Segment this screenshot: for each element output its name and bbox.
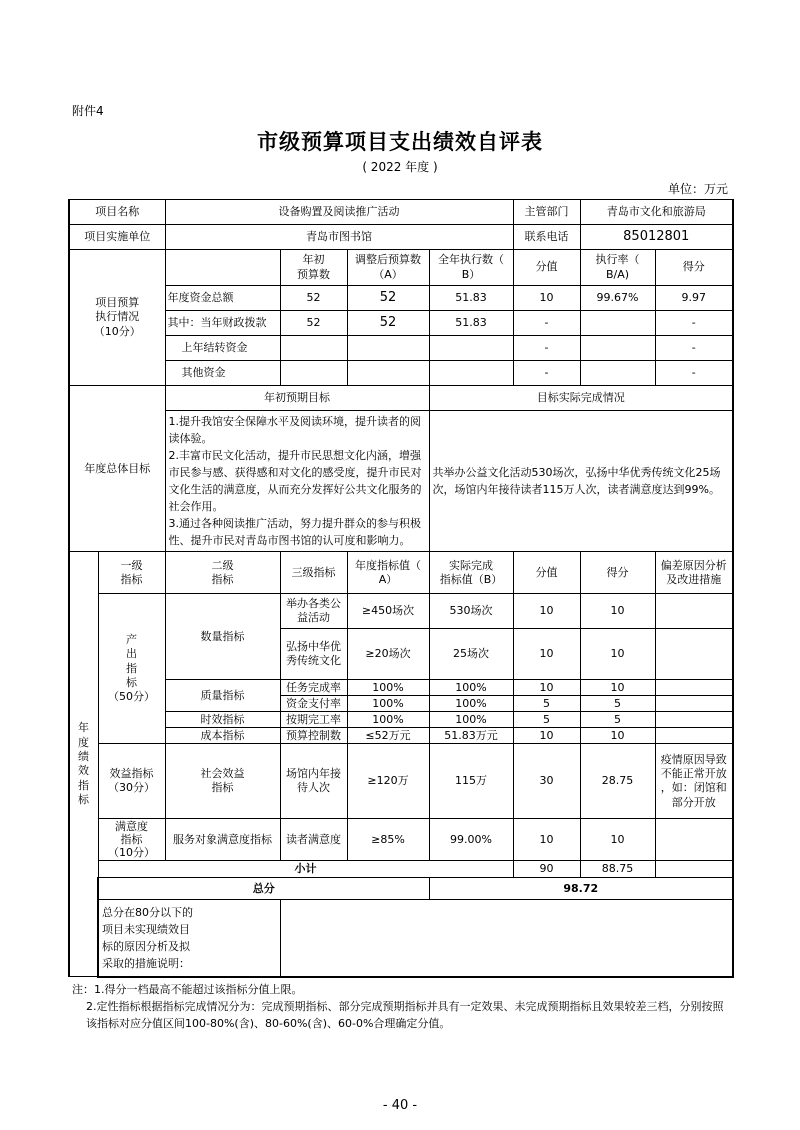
indicator-name: 场馆内年接 待人次 xyxy=(280,744,347,819)
budget-header-blank xyxy=(165,250,280,286)
indicator-deviation xyxy=(655,629,733,680)
dept-label: 主管部门 xyxy=(513,200,580,225)
indicator-score: 10 xyxy=(580,680,655,696)
budget-initial: 52 xyxy=(280,286,347,311)
budget-rate: 99.67% xyxy=(580,286,655,311)
indicator-actual: 100% xyxy=(429,696,513,712)
actual-goal-text: 共举办公益文化活动530场次，弘扬中华优秀传统文化25场次，场馆内年接待读者115万人次，读者满意度达到99%。 xyxy=(429,411,733,552)
page-title: 市级预算项目支出绩效自评表 xyxy=(257,130,543,154)
subtotal-score: 88.75 xyxy=(580,861,655,878)
evaluation-table xyxy=(68,199,734,978)
indicator-name: 任务完成率 xyxy=(280,680,347,696)
social-benefit-label: 社会效益 指标 xyxy=(165,744,280,819)
budget-section-label: 项目预算 执行情况 （10分） xyxy=(69,250,165,386)
budget-initial: 52 xyxy=(280,311,347,336)
indicator-actual: 51.83万元 xyxy=(429,728,513,744)
output-indicator-label: 产 出 指 标 （50分） xyxy=(98,594,165,744)
budget-executed xyxy=(429,361,513,386)
indicator-name: 读者满意度 xyxy=(280,819,347,861)
budget-score: - xyxy=(655,311,733,336)
budget-adjusted xyxy=(347,336,429,361)
year-label: ( 2022 年度 ) xyxy=(362,160,438,174)
indicator-actual: 100% xyxy=(429,680,513,696)
indicator-deviation xyxy=(655,594,733,629)
indicator-deviation xyxy=(655,728,733,744)
indicator-name: 预算控制数 xyxy=(280,728,347,744)
indicator-score-value: 10 xyxy=(513,819,580,861)
budget-executed xyxy=(429,336,513,361)
indicator-score-value: 10 xyxy=(513,629,580,680)
indicator-actual: 100% xyxy=(429,712,513,728)
budget-row-label: 上年结转资金 xyxy=(165,336,280,361)
indicator-target: ≥85% xyxy=(347,819,429,861)
indicator-score-value: 30 xyxy=(513,744,580,819)
impl-unit-label: 项目实施单位 xyxy=(69,225,165,250)
subtotal-score-value: 90 xyxy=(513,861,580,878)
indicator-deviation xyxy=(655,680,733,696)
total-value: 98.72 xyxy=(429,878,733,900)
budget-initial xyxy=(280,336,347,361)
indicator-target: ≤52万元 xyxy=(347,728,429,744)
project-name-label: 项目名称 xyxy=(69,200,165,225)
budget-score: - xyxy=(655,361,733,386)
budget-rate xyxy=(580,311,655,336)
indicator-score-value: 5 xyxy=(513,696,580,712)
planned-goal-header: 年初预期目标 xyxy=(165,386,429,411)
phone-label: 联系电话 xyxy=(513,225,580,250)
timeliness-indicator-label: 时效指标 xyxy=(165,712,280,728)
header-actual: 实际完成 指标值（B） xyxy=(429,552,513,594)
budget-executed: 51.83 xyxy=(429,286,513,311)
indicator-score-value: 10 xyxy=(513,680,580,696)
project-name-value: 设备购置及阅读推广活动 xyxy=(165,200,513,225)
cost-indicator-label: 成本指标 xyxy=(165,728,280,744)
indicator-target: ≥450场次 xyxy=(347,594,429,629)
indicator-target: ≥20场次 xyxy=(347,629,429,680)
unit-label: 单位：万元 xyxy=(667,182,728,196)
phone-value: 85012801 xyxy=(580,225,733,250)
indicator-name: 弘扬中华优 秀传统文化 xyxy=(280,629,347,680)
planned-goal-text: 1.提升我馆安全保障水平及阅读环境，提升读者的阅读体验。 2.丰富市民文化活动，提升市民思想文化内涵，增强市民参与感、获得感和对文化的感受度，提升市民对文化生活的满意度，从而充分发挥好公共文化服务的社会作用。 3.通过各种阅读推广活动，努力提升群众的参与积极性、提升市民对青岛市图书馆的认可度和影响力。 xyxy=(165,411,429,552)
indicator-score: 5 xyxy=(580,696,655,712)
indicator-score-value: 5 xyxy=(513,712,580,728)
budget-row-label: 其他资金 xyxy=(165,361,280,386)
budget-rate xyxy=(580,361,655,386)
indicator-score: 28.75 xyxy=(580,744,655,819)
budget-header-score-value: 分值 xyxy=(513,250,580,286)
indicator-score: 10 xyxy=(580,629,655,680)
total-label: 总分 xyxy=(98,878,429,900)
budget-adjusted xyxy=(347,361,429,386)
indicator-name: 举办各类公 益活动 xyxy=(280,594,347,629)
budget-score-value: 10 xyxy=(513,286,580,311)
indicator-score: 10 xyxy=(580,728,655,744)
benefit-indicator-label: 效益指标 （30分） xyxy=(98,744,165,819)
budget-score-value: - xyxy=(513,336,580,361)
indicator-score: 5 xyxy=(580,712,655,728)
deviation-reason: 疫情原因导致 不能正常开放 ，如：闭馆和 部分开放 xyxy=(655,744,733,819)
indicator-actual: 530场次 xyxy=(429,594,513,629)
note-1: 注：1.得分一档最高不能超过该指标分值上限。 xyxy=(72,983,303,996)
header-target: 年度指标值（ A） xyxy=(347,552,429,594)
header-level3: 三级指标 xyxy=(280,552,347,594)
indicator-name: 资金支付率 xyxy=(280,696,347,712)
explanation-label: 总分在80分以下的 项目未实现绩效目 标的原因分析及拟 采取的措施说明： xyxy=(98,900,280,977)
budget-row-label: 年度资金总额 xyxy=(165,286,280,311)
budget-initial xyxy=(280,361,347,386)
quantity-indicator-label: 数量指标 xyxy=(165,594,280,680)
indicator-target: 100% xyxy=(347,696,429,712)
budget-adjusted: 52 xyxy=(347,311,429,336)
indicators-section-label: 年 度 绩 效 指 标 xyxy=(69,552,98,977)
quality-indicator-label: 质量指标 xyxy=(165,680,280,712)
subtotal-deviation xyxy=(655,861,733,878)
indicator-actual: 115万 xyxy=(429,744,513,819)
indicator-name: 按期完工率 xyxy=(280,712,347,728)
indicator-target: ≥120万 xyxy=(347,744,429,819)
explanation-value xyxy=(280,900,733,977)
budget-score-value: - xyxy=(513,311,580,336)
actual-goal-header: 目标实际完成情况 xyxy=(429,386,733,411)
indicator-score: 10 xyxy=(580,594,655,629)
indicator-actual: 25场次 xyxy=(429,629,513,680)
service-satisfaction-label: 服务对象满意度指标 xyxy=(165,819,280,861)
budget-adjusted: 52 xyxy=(347,286,429,311)
budget-header-adjusted: 调整后预算数 （A） xyxy=(347,250,429,286)
indicator-deviation xyxy=(655,712,733,728)
header-score-value: 分值 xyxy=(513,552,580,594)
indicator-score-value: 10 xyxy=(513,728,580,744)
subtotal-label: 小计 xyxy=(98,861,513,878)
budget-header-executed: 全年执行数（ B） xyxy=(429,250,513,286)
budget-rate xyxy=(580,336,655,361)
satisfaction-indicator-label: 满意度 指标 （10分） xyxy=(98,819,165,861)
indicator-score: 10 xyxy=(580,819,655,861)
indicator-deviation xyxy=(655,819,733,861)
budget-executed: 51.83 xyxy=(429,311,513,336)
header-deviation: 偏差原因分析 及改进措施 xyxy=(655,552,733,594)
header-score: 得分 xyxy=(580,552,655,594)
budget-header-rate: 执行率（ B/A) xyxy=(580,250,655,286)
attachment-label: 附件4 xyxy=(72,104,104,118)
header-level1: 一级 指标 xyxy=(98,552,165,594)
page-number: - 40 - xyxy=(382,1098,418,1113)
indicator-actual: 99.00% xyxy=(429,819,513,861)
budget-row-label: 其中：当年财政拨款 xyxy=(165,311,280,336)
notes xyxy=(72,981,732,1032)
goals-section-label: 年度总体目标 xyxy=(69,386,165,552)
indicator-target: 100% xyxy=(347,680,429,696)
indicator-target: 100% xyxy=(347,712,429,728)
budget-score: 9.97 xyxy=(655,286,733,311)
impl-unit-value: 青岛市图书馆 xyxy=(165,225,513,250)
budget-score-value: - xyxy=(513,361,580,386)
indicator-score-value: 10 xyxy=(513,594,580,629)
budget-score: - xyxy=(655,336,733,361)
budget-header-score: 得分 xyxy=(655,250,733,286)
budget-header-initial: 年初 预算数 xyxy=(280,250,347,286)
note-2: 2.定性指标根据指标完成情况分为：完成预期指标、部分完成预期指标并具有一定效果、未完成预期指标且效果较差三档，分别按照该指标对应分值区间100-80%(含)、80-60%(含)、60-0%合理确定分值。 xyxy=(86,1000,724,1031)
indicator-deviation xyxy=(655,696,733,712)
dept-value: 青岛市文化和旅游局 xyxy=(580,200,733,225)
header-level2: 二级 指标 xyxy=(165,552,280,594)
